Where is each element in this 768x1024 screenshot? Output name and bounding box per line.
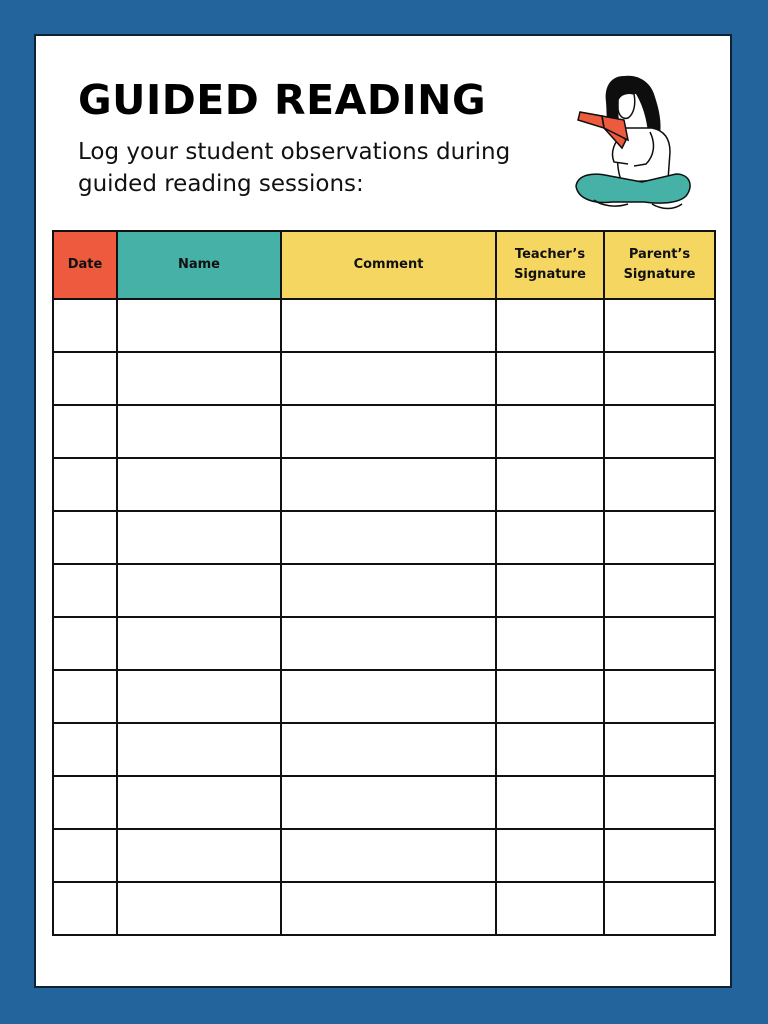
cell-name[interactable]	[117, 617, 281, 670]
page-subtitle: Log your student observations during guided reading sessions:	[78, 139, 511, 197]
cell-teacher-signature[interactable]	[496, 352, 604, 405]
cell-teacher-signature[interactable]	[496, 458, 604, 511]
table-row	[53, 299, 715, 352]
cell-parent-signature[interactable]	[604, 829, 715, 882]
cell-teacher-signature[interactable]	[496, 405, 604, 458]
cell-name[interactable]	[117, 511, 281, 564]
cell-name[interactable]	[117, 723, 281, 776]
cell-comment[interactable]	[281, 511, 496, 564]
cell-parent-signature[interactable]	[604, 617, 715, 670]
table-row	[53, 723, 715, 776]
cell-date[interactable]	[53, 829, 117, 882]
column-header-teacher-signature: Teacher’s Signature	[496, 231, 604, 299]
cell-name[interactable]	[117, 405, 281, 458]
cell-name[interactable]	[117, 299, 281, 352]
cell-parent-signature[interactable]	[604, 458, 715, 511]
reading-log-table	[52, 230, 716, 936]
cell-comment[interactable]	[281, 617, 496, 670]
column-header-date: Date	[53, 231, 117, 299]
cell-date[interactable]	[53, 882, 117, 935]
table-row	[53, 617, 715, 670]
cell-name[interactable]	[117, 776, 281, 829]
cell-comment[interactable]	[281, 723, 496, 776]
cell-parent-signature[interactable]	[604, 882, 715, 935]
cell-comment[interactable]	[281, 829, 496, 882]
table-row	[53, 405, 715, 458]
cell-comment[interactable]	[281, 564, 496, 617]
cell-comment[interactable]	[281, 405, 496, 458]
cell-name[interactable]	[117, 829, 281, 882]
cell-date[interactable]	[53, 511, 117, 564]
cell-name[interactable]	[117, 458, 281, 511]
cell-parent-signature[interactable]	[604, 564, 715, 617]
cell-teacher-signature[interactable]	[496, 882, 604, 935]
cell-teacher-signature[interactable]	[496, 723, 604, 776]
cell-teacher-signature[interactable]	[496, 617, 604, 670]
cell-teacher-signature[interactable]	[496, 511, 604, 564]
cell-parent-signature[interactable]	[604, 299, 715, 352]
column-header-parent-signature: Parent’s Signature	[604, 231, 715, 299]
cell-parent-signature[interactable]	[604, 776, 715, 829]
cell-date[interactable]	[53, 564, 117, 617]
column-header-comment: Comment	[281, 231, 496, 299]
cell-date[interactable]	[53, 458, 117, 511]
cell-parent-signature[interactable]	[604, 670, 715, 723]
cell-comment[interactable]	[281, 299, 496, 352]
cell-teacher-signature[interactable]	[496, 670, 604, 723]
cell-comment[interactable]	[281, 882, 496, 935]
cell-date[interactable]	[53, 405, 117, 458]
table-row	[53, 882, 715, 935]
cell-date[interactable]	[53, 352, 117, 405]
cell-parent-signature[interactable]	[604, 723, 715, 776]
page-title: GUIDED READING	[78, 76, 487, 124]
cell-parent-signature[interactable]	[604, 511, 715, 564]
cell-name[interactable]	[117, 882, 281, 935]
table-row	[53, 776, 715, 829]
cell-parent-signature[interactable]	[604, 405, 715, 458]
table-row	[53, 352, 715, 405]
table-row	[53, 458, 715, 511]
cell-comment[interactable]	[281, 670, 496, 723]
cell-comment[interactable]	[281, 352, 496, 405]
cell-comment[interactable]	[281, 776, 496, 829]
cell-date[interactable]	[53, 299, 117, 352]
cell-teacher-signature[interactable]	[496, 776, 604, 829]
reading-log-rows	[53, 299, 715, 935]
cell-name[interactable]	[117, 564, 281, 617]
cell-date[interactable]	[53, 776, 117, 829]
cell-date[interactable]	[53, 617, 117, 670]
table-row	[53, 829, 715, 882]
table-row	[53, 511, 715, 564]
table-row	[53, 564, 715, 617]
table-row	[53, 670, 715, 723]
girl-reading-book-icon	[566, 70, 696, 216]
worksheet	[34, 34, 732, 988]
cell-name[interactable]	[117, 670, 281, 723]
cell-name[interactable]	[117, 352, 281, 405]
cell-teacher-signature[interactable]	[496, 829, 604, 882]
cell-teacher-signature[interactable]	[496, 299, 604, 352]
table-header-row	[53, 231, 715, 299]
cell-comment[interactable]	[281, 458, 496, 511]
cell-date[interactable]	[53, 723, 117, 776]
column-header-name: Name	[117, 231, 281, 299]
cell-parent-signature[interactable]	[604, 352, 715, 405]
cell-teacher-signature[interactable]	[496, 564, 604, 617]
cell-date[interactable]	[53, 670, 117, 723]
